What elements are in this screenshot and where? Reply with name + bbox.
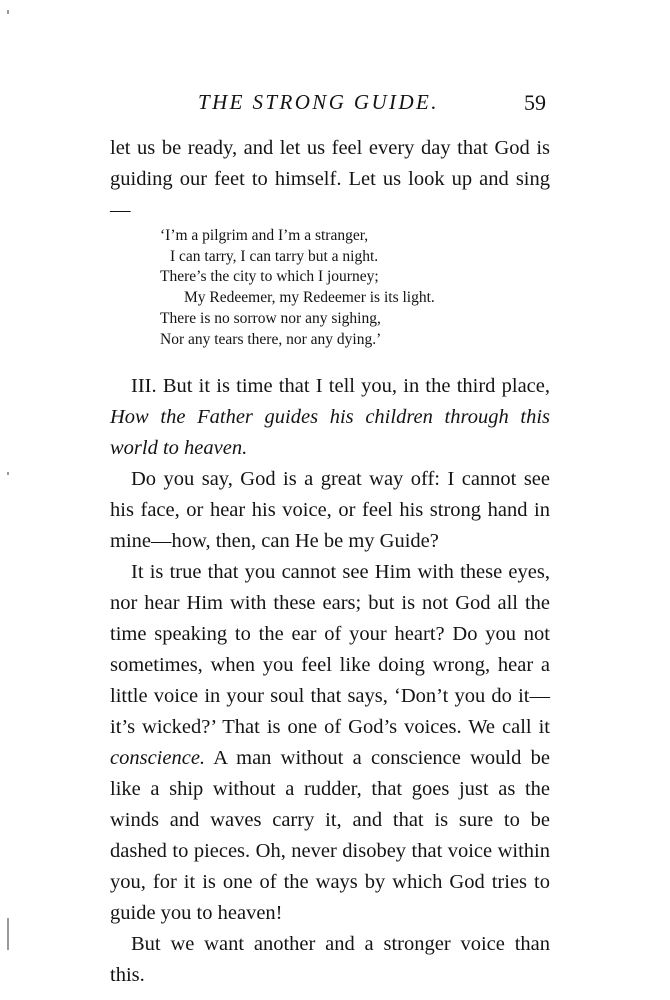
- poem-line: ‘I’m a pilgrim and I’m a stranger,: [160, 227, 369, 244]
- page-header: [0, 90, 670, 124]
- opening-paragraph: let us be ready, and let us feel every day that God is guiding our feet to himself. Let us look up and sing—: [110, 137, 550, 221]
- section-three-paragraph: [110, 371, 550, 464]
- main-text-block: [110, 371, 550, 991]
- conscience-term: conscience.: [110, 747, 206, 769]
- paragraph-3: [110, 557, 550, 929]
- page-number: 59: [524, 90, 546, 115]
- section-intro: III. But it is time that I tell you, in the third place,: [131, 375, 550, 397]
- hymn-quote: [160, 226, 500, 350]
- opening-paragraph-block: [110, 133, 550, 226]
- running-title: THE STRONG GUIDE.: [198, 90, 439, 114]
- poem-line: There is no sorrow nor any sighing,: [160, 309, 381, 327]
- scan-margin-mark: [7, 472, 9, 475]
- poem-line: I can tarry, I can tarry but a night.: [170, 247, 379, 265]
- paragraph-4: But we want another and a stronger voice than this.: [110, 933, 550, 986]
- scan-margin-mark: [7, 918, 9, 950]
- section-heading: How the Father guides his children through this world to heaven.: [110, 406, 550, 459]
- poem-line: Nor any tears there, nor any dying.’: [160, 330, 382, 348]
- poem-line: My Redeemer, my Redeemer is its light.: [184, 289, 435, 307]
- paragraph-3-text-cont: A man without a conscience would be like a ship without a rudder, that goes just as the winds and waves carry it, and that is sure to be dashed to pieces. Oh, never disobey that voice within you, for it is one of the ways by which God tries to guide you to heaven!: [110, 747, 550, 924]
- paragraph-2: Do you say, God is a great way off: I cannot see his face, or hear his voice, or feel his strong hand in mine—how, then, can He be my Guide?: [110, 468, 550, 552]
- poem-line: There’s the city to which I journey;: [160, 268, 379, 286]
- scan-margin-mark: [7, 10, 9, 14]
- paragraph-3-text: It is true that you cannot see Him with these eyes, nor hear Him with these ears; but is not God all the time speaking to the ear of your heart? Do you not sometimes, when you feel like doing wrong, hear a little voice in your soul that says, ‘Don’t you do it—it’s wicked?’ That is one of God’s voices. We call it: [110, 561, 550, 738]
